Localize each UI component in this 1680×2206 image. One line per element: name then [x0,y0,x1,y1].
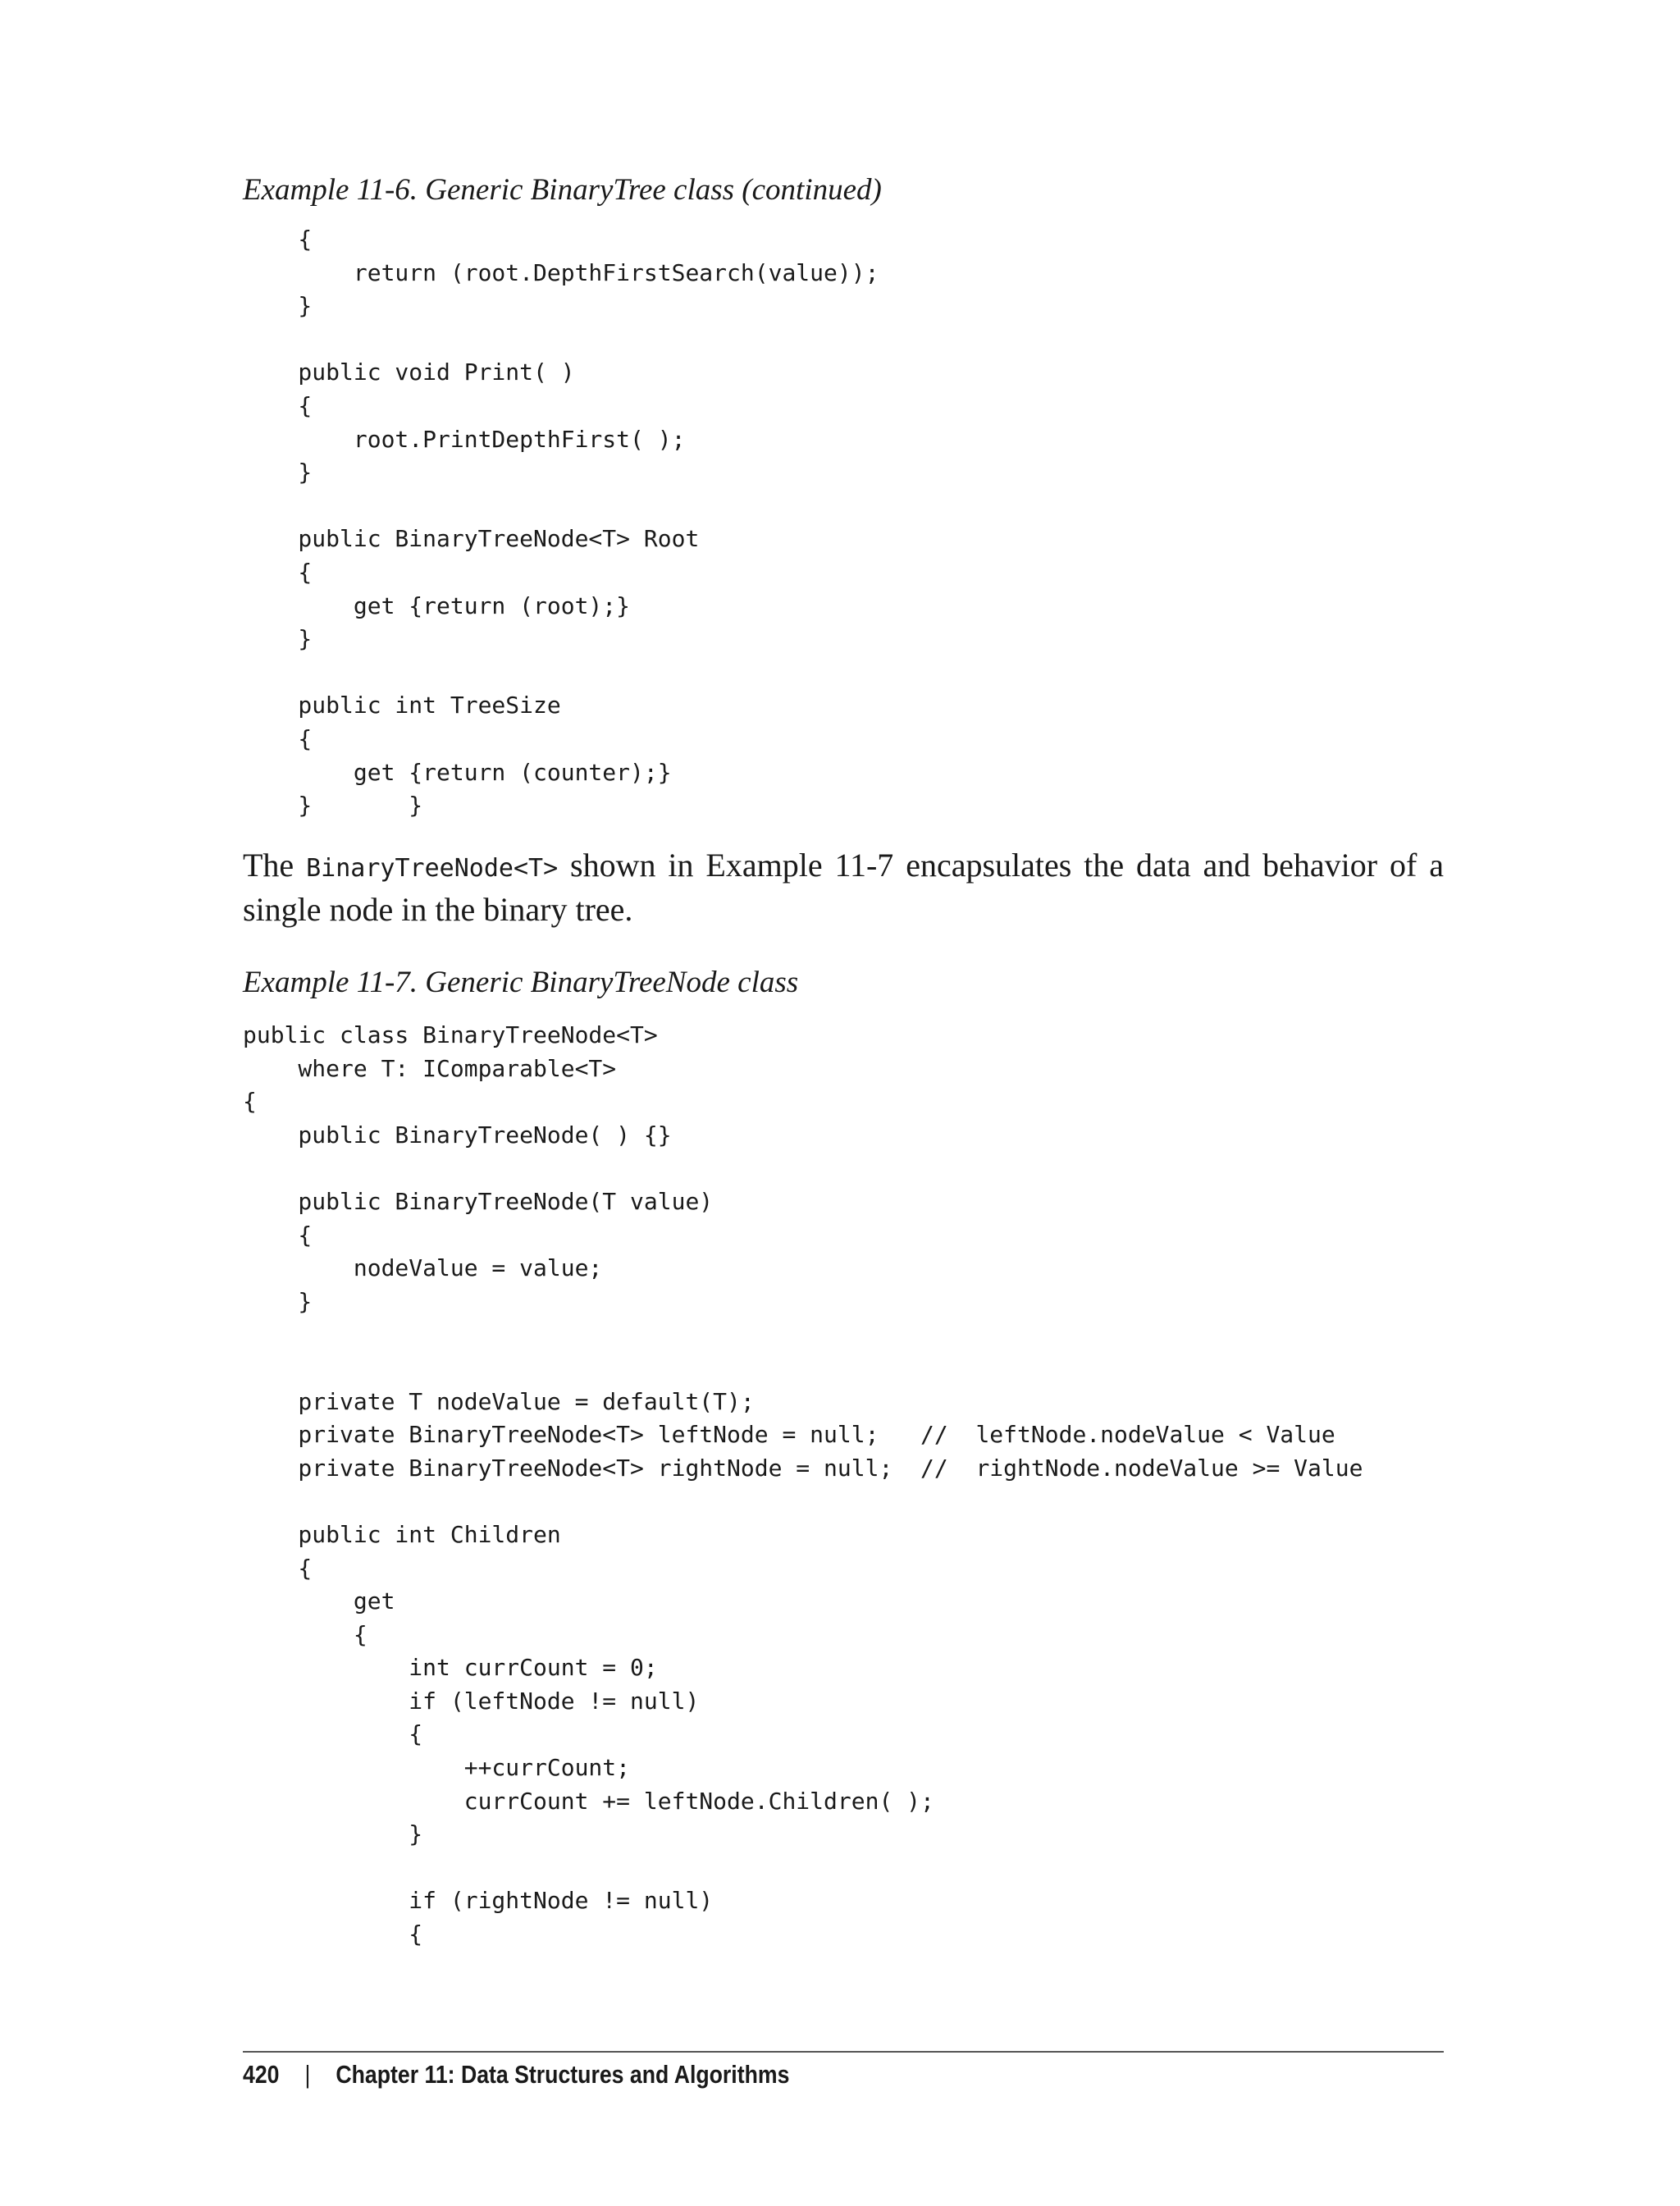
example-caption-11-7: Example 11-7. Generic BinaryTreeNode class [243,966,799,999]
paragraph-text-before: The [243,847,307,884]
code-listing-binarytreenode: public class BinaryTreeNode<T> where T: IComparable<T> { public BinaryTreeNode( ) {} public BinaryTreeNode(T value) { nodeValue = value; } private T nodeValue = default(T); private BinaryTreeNode<T> leftNode = null; // leftNode.nodeValue < Value private BinaryTreeNode<T> rightNode = null; // rightNode.nodeValue >= Value public int Children { get { int currCount = 0; if (leftNode != null) { ++currCount; currCount += leftNode.Children( ); } if (rightNode != null) { [243,1021,1363,1948]
code-listing-binarytree-continued: { return (root.DepthFirstSearch(value)); } public void Print( ) { root.PrintDepthFirst( ); } public BinaryTreeNode<T> Root { get {return (root);} } public int TreeSize { get {return (counter);} } } [298,226,879,820]
example-caption-11-6: Example 11-6. Generic BinaryTree class (continued) [243,173,882,207]
footer-separator: | [304,2060,311,2089]
footer-rule [243,2051,1444,2053]
chapter-title: Chapter 11: Data Structures and Algorithms [336,2060,790,2089]
paragraph-text-after: shown in Example 11-7 encapsulates the data and behavior of a single node in the binary tree. [243,847,1444,928]
inline-code-binarytreenode: BinaryTreeNode<T> [306,854,559,883]
body-paragraph [243,845,1444,930]
page-number: 420 [243,2060,280,2089]
page-footer [243,2054,789,2095]
